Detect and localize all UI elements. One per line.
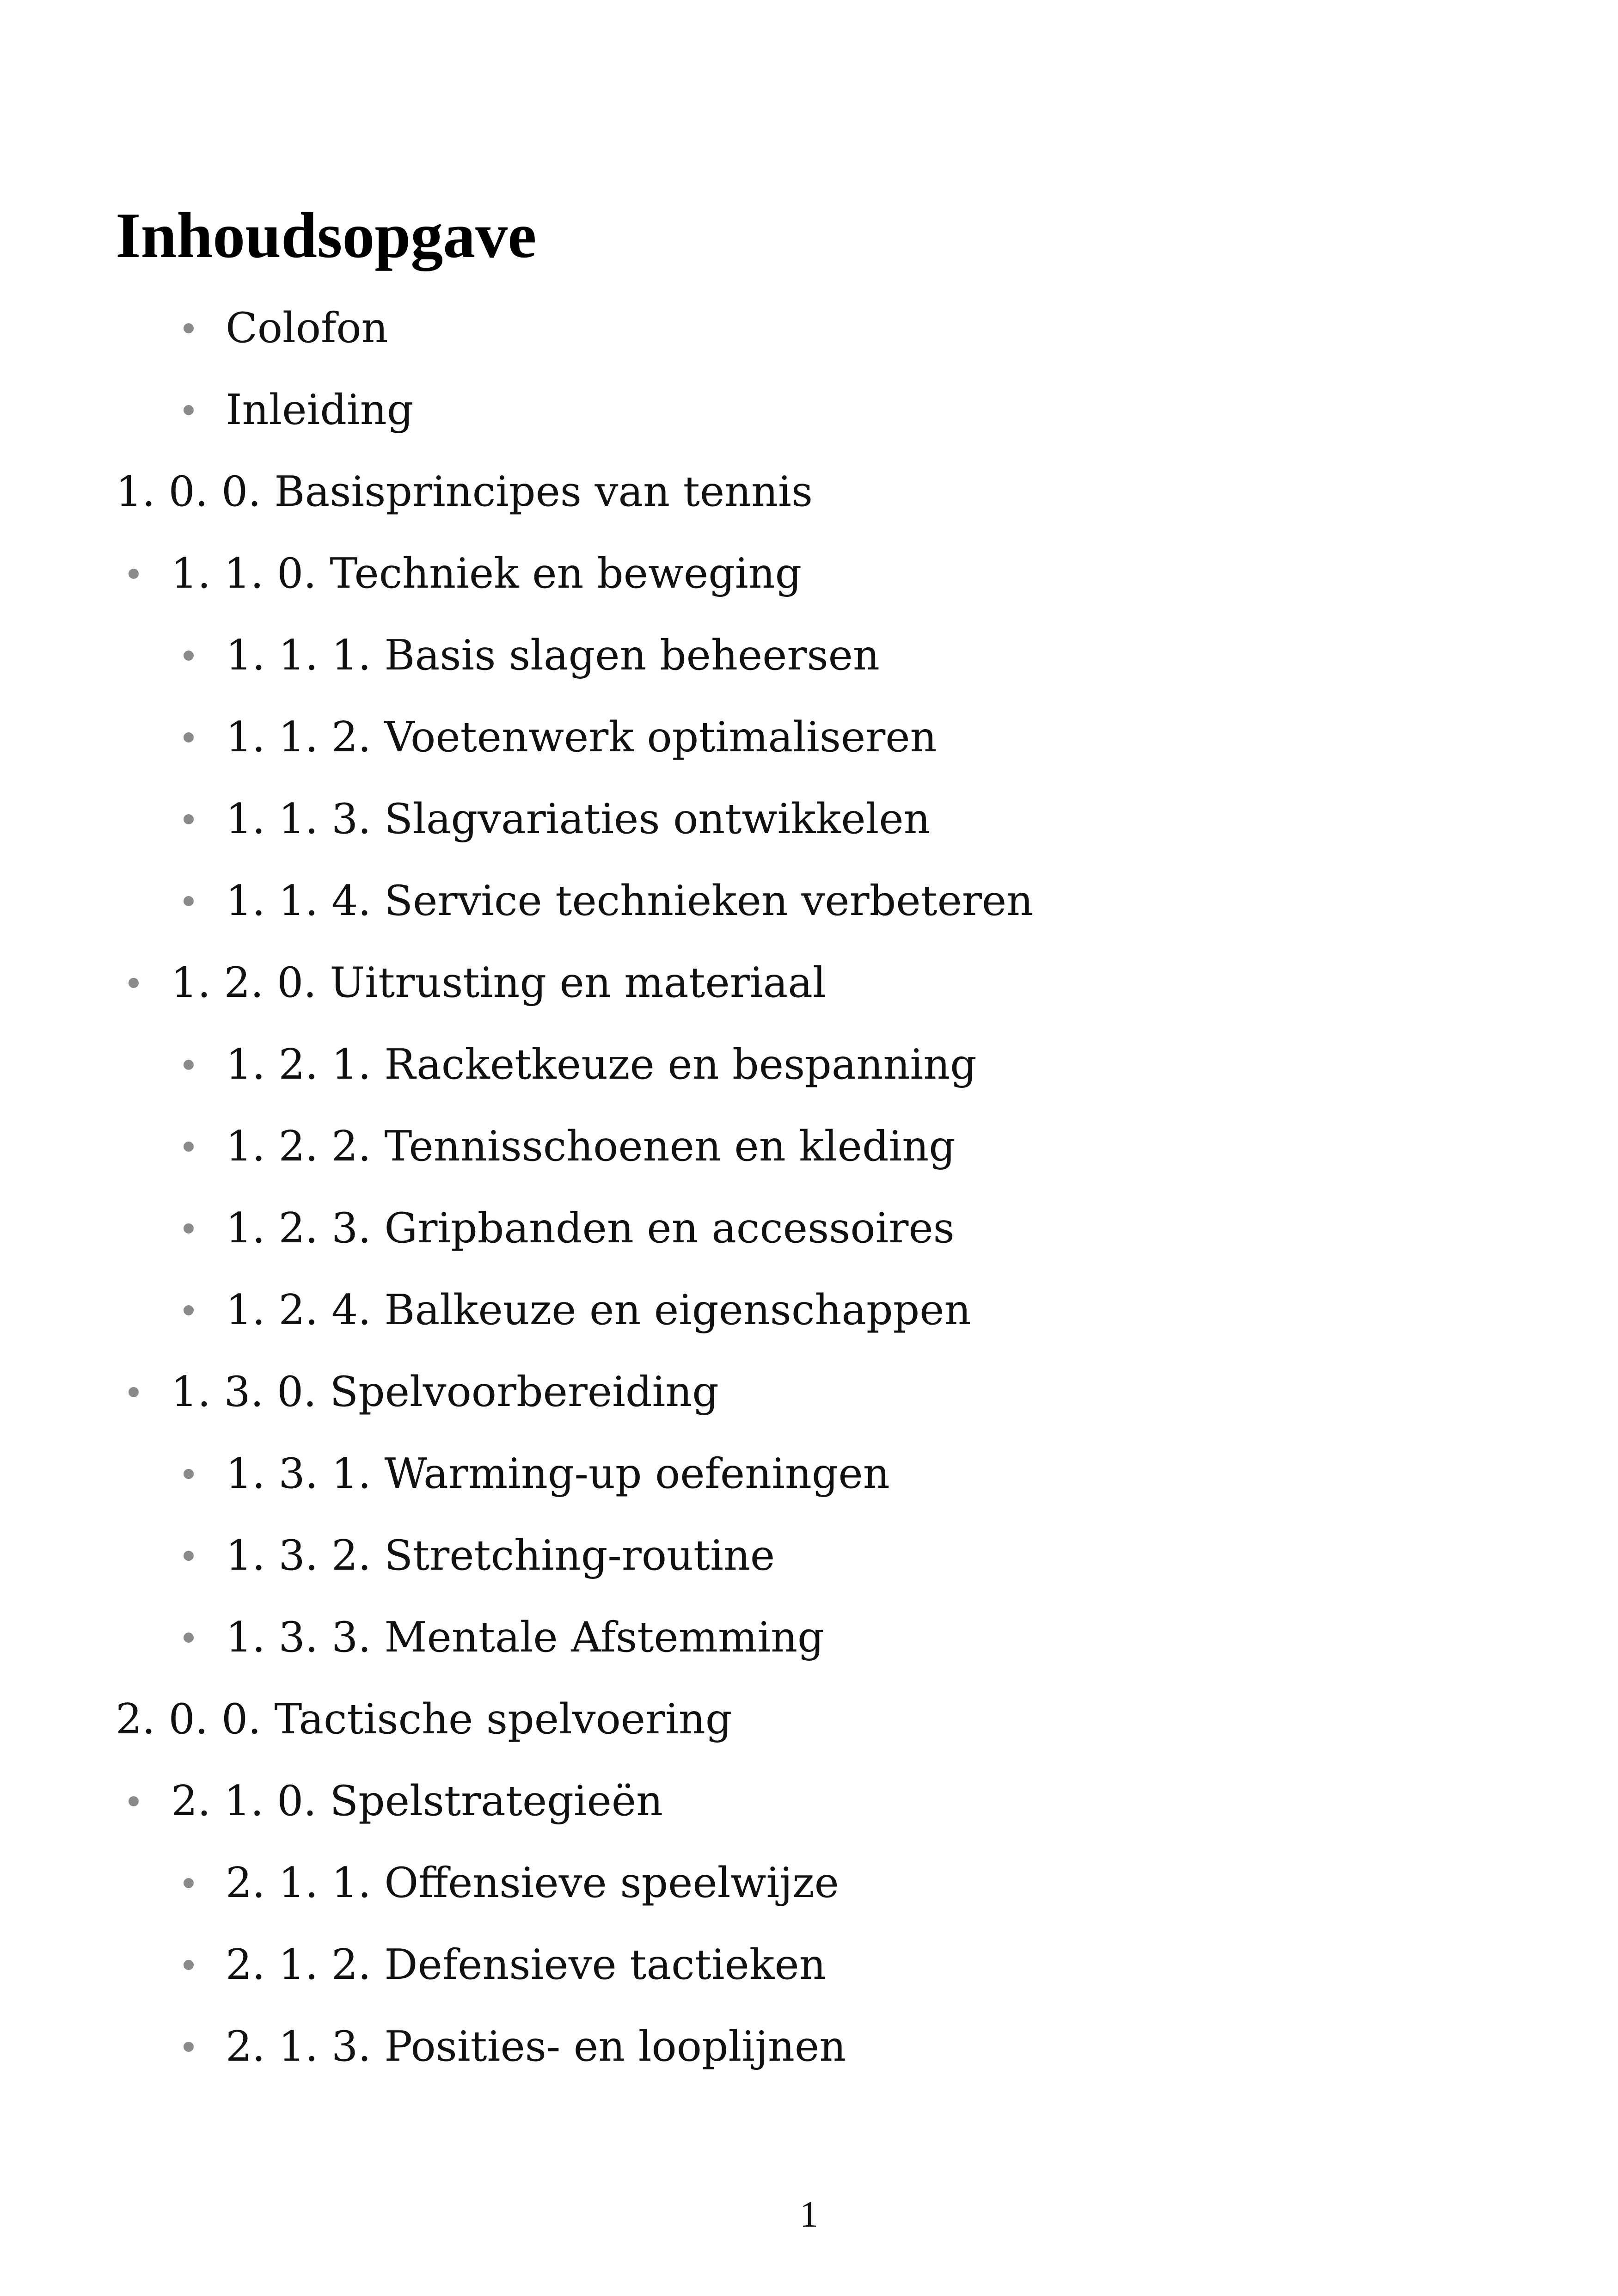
bullet-icon: [129, 1387, 139, 1397]
toc-entry[interactable]: [226, 385, 413, 436]
bullet-icon: [184, 732, 194, 743]
toc-entry-label: 1. 3. 2. Stretching-routine: [226, 1531, 775, 1580]
toc-entry[interactable]: [171, 548, 802, 599]
toc-entry[interactable]: [226, 1858, 839, 1909]
toc-entry[interactable]: [226, 712, 937, 763]
bullet-icon: [184, 1960, 194, 1970]
toc-entry[interactable]: [226, 876, 1033, 927]
toc-entry-label: 1. 2. 2. Tennisschoenen en kleding: [226, 1122, 956, 1171]
toc-entry-label: 1. 1. 1. Basis slagen beheersen: [226, 631, 880, 680]
toc-entry-label: 1. 3. 1. Warming-up oefeningen: [226, 1449, 890, 1498]
bullet-icon: [184, 323, 194, 333]
bullet-icon: [184, 1633, 194, 1643]
toc-entry[interactable]: [171, 958, 826, 1008]
toc-entry[interactable]: [116, 1694, 732, 1745]
toc-entry[interactable]: [226, 1285, 971, 1336]
toc-entry[interactable]: [226, 794, 931, 845]
toc-entry-label: 1. 2. 1. Racketkeuze en bespanning: [226, 1040, 977, 1089]
bullet-icon: [184, 1469, 194, 1479]
toc-entry[interactable]: [226, 1612, 824, 1663]
bullet-icon: [184, 1551, 194, 1561]
toc-entry[interactable]: [226, 1203, 955, 1254]
toc-entry-label: Colofon: [226, 304, 388, 352]
bullet-icon: [129, 569, 139, 579]
toc-entry[interactable]: [171, 1367, 719, 1418]
toc-entry[interactable]: [226, 1530, 775, 1581]
page-number: 1: [800, 2194, 818, 2235]
bullet-icon: [184, 1878, 194, 1888]
bullet-icon: [184, 2042, 194, 2052]
bullet-icon: [184, 1305, 194, 1315]
toc-entry[interactable]: [226, 303, 388, 354]
toc-entry-label: 2. 1. 0. Spelstrategieën: [171, 1777, 663, 1825]
toc-entry[interactable]: [226, 1449, 890, 1499]
bullet-icon: [184, 651, 194, 661]
bullet-icon: [184, 405, 194, 415]
toc-entry[interactable]: [226, 1121, 956, 1172]
bullet-icon: [184, 1142, 194, 1152]
bullet-icon: [184, 814, 194, 824]
bullet-icon: [184, 1060, 194, 1070]
toc-entry-label: 2. 1. 1. Offensieve speelwijze: [226, 1859, 839, 1907]
toc-entry[interactable]: [226, 2021, 846, 2072]
bullet-icon: [184, 896, 194, 906]
toc-entry[interactable]: [226, 630, 880, 681]
toc-entry-label: 1. 1. 2. Voetenwerk optimaliseren: [226, 713, 937, 761]
toc-entry[interactable]: [226, 1940, 826, 1990]
toc-entry-label: 1. 1. 0. Techniek en beweging: [171, 549, 802, 598]
toc-entry-label: Inleiding: [226, 386, 414, 434]
toc-entry-label: 1. 2. 4. Balkeuze en eigenschappen: [226, 1286, 971, 1334]
toc-entry-label: 1. 1. 3. Slagvariaties ontwikkelen: [226, 795, 931, 843]
toc-entry-label: 2. 1. 2. Defensieve tactieken: [226, 1940, 826, 1989]
toc-entry-label: 2. 1. 3. Posities- en looplijnen: [226, 2022, 846, 2071]
toc-title: Inhoudsopgave: [116, 200, 537, 271]
toc-entry[interactable]: [171, 1776, 663, 1827]
toc-entry-label: 1. 3. 3. Mentale Afstemming: [226, 1613, 824, 1662]
toc-entry-label: 1. 2. 3. Gripbanden en accessoires: [226, 1204, 955, 1252]
toc-entry-label: 1. 2. 0. Uitrusting en materiaal: [171, 958, 826, 1007]
toc-entry-label: 1. 0. 0. Basisprincipes van tennis: [116, 467, 813, 516]
bullet-icon: [129, 1796, 139, 1806]
bullet-icon: [184, 1223, 194, 1234]
toc-entry-label: 1. 1. 4. Service technieken verbeteren: [226, 877, 1034, 925]
toc-entry[interactable]: [226, 1039, 977, 1090]
toc-entry[interactable]: [116, 467, 813, 517]
toc-entry-label: 1. 3. 0. Spelvoorbereiding: [171, 1368, 719, 1416]
bullet-icon: [129, 978, 139, 988]
toc-entry-label: 2. 0. 0. Tactische spelvoering: [116, 1695, 732, 1743]
